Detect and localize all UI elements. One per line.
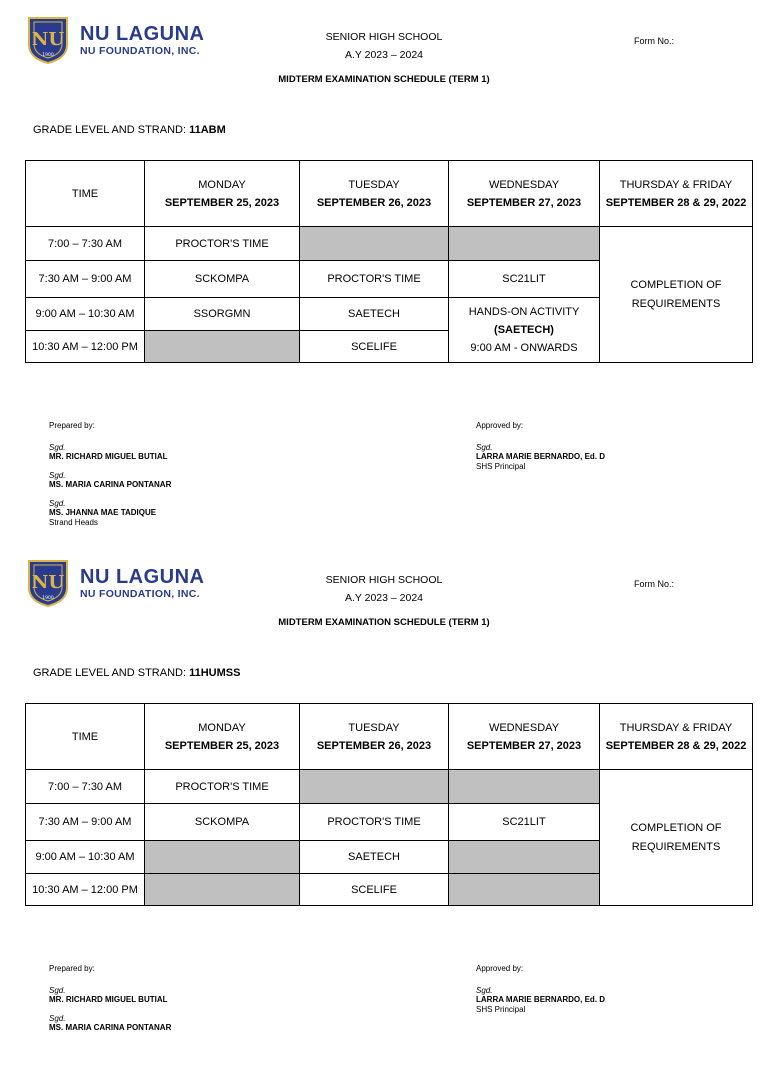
schedule-title: MIDTERM EXAMINATION SCHEDULE (TERM 1) — [278, 74, 490, 85]
wednesday-date: SEPTEMBER 27, 2023 — [466, 739, 582, 752]
strand-value: 11HUMSS — [189, 667, 241, 679]
table-header-row — [26, 161, 753, 227]
signatory-role: SHS Principal — [476, 461, 526, 471]
brand-subtitle: NU FOUNDATION, INC. — [80, 45, 200, 57]
tuesday-cell: SAETECH — [300, 298, 449, 331]
academic-year: A.Y 2023 – 2024 — [344, 592, 424, 604]
monday-cell: PROCTOR'S TIME — [145, 227, 300, 261]
completion-cell: COMPLETION OF REQUIREMENTS — [600, 770, 753, 906]
time-cell: 7:30 AM – 9:00 AM — [26, 261, 145, 298]
grade-strand-label: GRADE LEVEL AND STRAND: — [33, 124, 187, 136]
header-tuesday: TUESDAY SEPTEMBER 26, 2023 — [300, 704, 449, 770]
wednesday-cell: SC21LIT — [449, 261, 600, 298]
signatory-role: SHS Principal — [476, 1004, 526, 1014]
svg-text:1900: 1900 — [42, 596, 54, 601]
schedule-title: MIDTERM EXAMINATION SCHEDULE (TERM 1) — [278, 617, 490, 628]
monday-cell-blank — [145, 331, 300, 363]
exam-schedule-table — [25, 160, 753, 363]
approved-by-block: Approved by: Sgd. LARRA MARIE BERNARDO, Ed. D SHS Principal — [476, 964, 606, 1014]
grade-strand-label: GRADE LEVEL AND STRAND: — [33, 667, 187, 679]
tuesday-cell-blank — [300, 770, 449, 804]
brand-subtitle: NU FOUNDATION, INC. — [80, 588, 200, 600]
monday-date: SEPTEMBER 25, 2023 — [164, 739, 280, 752]
monday-cell: SCKOMPA — [145, 261, 300, 298]
school-label: SENIOR HIGH SCHOOL — [325, 574, 443, 586]
tuesday-cell: PROCTOR'S TIME — [300, 261, 449, 298]
svg-text:NU: NU — [31, 29, 65, 50]
prepared-by-block: Prepared by: Sgd. MR. RICHARD MIGUEL BUTIAL Sgd. MS. MARIA CARINA PONTANAR — [49, 964, 172, 1032]
form-number-label: Form No.: — [634, 36, 675, 46]
tuesday-date: SEPTEMBER 26, 2023 — [316, 739, 432, 752]
thu-fri-date: SEPTEMBER 28 & 29, 2022 — [605, 739, 747, 752]
monday-cell-blank — [145, 874, 300, 906]
header-thu-fri: THURSDAY & FRIDAY SEPTEMBER 28 & 29, 2022 — [600, 704, 753, 770]
time-cell: 10:30 AM – 12:00 PM — [26, 874, 145, 906]
wednesday-cell-blank — [449, 227, 600, 261]
table-row — [26, 227, 753, 261]
signatory-name: LARRA MARIE BERNARDO, Ed. D — [476, 452, 606, 461]
header-wednesday: WEDNESDAY SEPTEMBER 27, 2023 — [449, 161, 600, 227]
academic-year: A.Y 2023 – 2024 — [344, 49, 424, 61]
svg-text:NU: NU — [31, 572, 65, 593]
monday-cell: PROCTOR'S TIME — [145, 770, 300, 804]
wednesday-cell-blank — [449, 770, 600, 804]
monday-cell: SSORGMN — [145, 298, 300, 331]
signatory-name: MS. MARIA CARINA PONTANAR — [49, 1023, 172, 1032]
brand-block — [80, 567, 205, 600]
grade-strand-line — [33, 124, 226, 136]
header-monday: MONDAY SEPTEMBER 25, 2023 — [145, 704, 300, 770]
tuesday-cell: SCELIFE — [300, 331, 449, 363]
monday-date: SEPTEMBER 25, 2023 — [164, 196, 280, 209]
table-header-row — [26, 704, 753, 770]
wednesday-hands-on-cell: HANDS-ON ACTIVITY (SAETECH) 9:00 AM - ONWARDS — [449, 298, 600, 363]
approved-by-label: Approved by: — [476, 421, 524, 430]
prepared-by-block: Prepared by: Sgd. MR. RICHARD MIGUEL BUTIAL Sgd. MS. MARIA CARINA PONTANAR Sgd. MS. JHANNA MAE TADIQUE Strand Heads — [49, 421, 172, 527]
schedule-section-humss — [0, 543, 768, 1086]
time-cell: 7:00 – 7:30 AM — [26, 770, 145, 804]
nu-shield-logo-icon — [26, 558, 70, 608]
header-time: TIME — [26, 704, 145, 770]
table-row — [26, 770, 753, 804]
signatory-name: MS. JHANNA MAE TADIQUE — [49, 508, 157, 517]
header-time: TIME — [26, 161, 145, 227]
exam-schedule-table — [25, 703, 753, 906]
thu-fri-date: SEPTEMBER 28 & 29, 2022 — [605, 196, 747, 209]
wednesday-cell-blank — [449, 874, 600, 906]
approved-by-label: Approved by: — [476, 964, 524, 973]
tuesday-date: SEPTEMBER 26, 2023 — [316, 196, 432, 209]
time-cell: 7:00 – 7:30 AM — [26, 227, 145, 261]
header-tuesday: TUESDAY SEPTEMBER 26, 2023 — [300, 161, 449, 227]
grade-strand-line — [33, 667, 240, 679]
approved-by-block: Approved by: Sgd. LARRA MARIE BERNARDO, Ed. D SHS Principal — [476, 421, 606, 471]
time-cell: 10:30 AM – 12:00 PM — [26, 331, 145, 363]
time-cell: 7:30 AM – 9:00 AM — [26, 804, 145, 841]
signatory-name: MR. RICHARD MIGUEL BUTIAL — [49, 452, 168, 461]
tuesday-cell: PROCTOR'S TIME — [300, 804, 449, 841]
tuesday-cell: SCELIFE — [300, 874, 449, 906]
school-label: SENIOR HIGH SCHOOL — [325, 31, 443, 43]
wednesday-cell-blank — [449, 841, 600, 874]
header-monday: MONDAY SEPTEMBER 25, 2023 — [145, 161, 300, 227]
form-number-label: Form No.: — [634, 579, 675, 589]
monday-cell-blank — [145, 841, 300, 874]
brand-name: NU LAGUNA — [80, 566, 205, 588]
header-wednesday: WEDNESDAY SEPTEMBER 27, 2023 — [449, 704, 600, 770]
completion-cell: COMPLETION OF REQUIREMENTS — [600, 227, 753, 363]
signatory-role: Strand Heads — [49, 517, 98, 527]
svg-text:1900: 1900 — [42, 53, 54, 58]
brand-name: NU LAGUNA — [80, 23, 205, 45]
signatory-name: MR. RICHARD MIGUEL BUTIAL — [49, 995, 168, 1004]
prepared-by-label: Prepared by: — [49, 421, 95, 430]
strand-value: 11ABM — [189, 124, 226, 136]
header-thu-fri: THURSDAY & FRIDAY SEPTEMBER 28 & 29, 2022 — [600, 161, 753, 227]
signatory-name: MS. MARIA CARINA PONTANAR — [49, 480, 172, 489]
tuesday-cell: SAETECH — [300, 841, 449, 874]
time-cell: 9:00 AM – 10:30 AM — [26, 841, 145, 874]
tuesday-cell-blank — [300, 227, 449, 261]
wednesday-cell: SC21LIT — [449, 804, 600, 841]
monday-cell: SCKOMPA — [145, 804, 300, 841]
prepared-by-label: Prepared by: — [49, 964, 95, 973]
brand-block — [80, 24, 205, 57]
nu-shield-logo-icon — [26, 15, 70, 65]
wednesday-date: SEPTEMBER 27, 2023 — [466, 196, 582, 209]
signatory-name: LARRA MARIE BERNARDO, Ed. D — [476, 995, 606, 1004]
time-cell: 9:00 AM – 10:30 AM — [26, 298, 145, 331]
